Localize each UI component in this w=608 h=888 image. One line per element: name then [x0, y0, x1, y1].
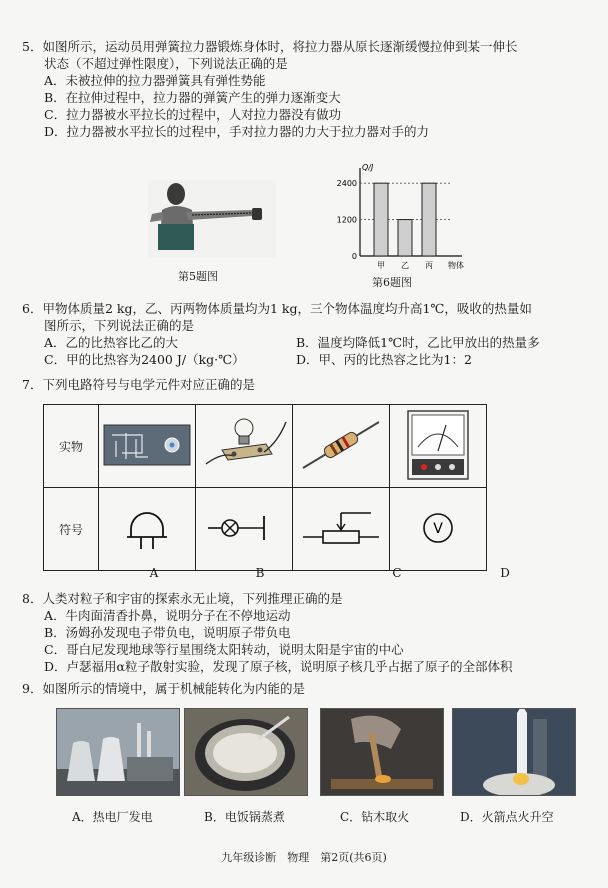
- chart-y-label: Q/J: [362, 163, 374, 172]
- q6-bar-chart: [330, 160, 470, 274]
- q9-stem: 9．如图所示的情境中，属于机械能转化为内能的是: [22, 681, 305, 696]
- chart-x-tick-label: 甲: [377, 261, 385, 270]
- q7-real-c: [293, 405, 390, 488]
- chart-x-tick-label: 丙: [425, 261, 433, 270]
- q6-options-row-1: [22, 334, 592, 351]
- q6-option-b: B．温度均降低1℃时，乙比甲放出的热量多: [296, 335, 540, 350]
- q7-circuit-table: [43, 404, 487, 571]
- q9-option-a: A．热电厂发电: [72, 810, 153, 824]
- q7-row-real-label: 实物: [44, 405, 99, 488]
- voltmeter-symbol-icon: [418, 508, 458, 548]
- q9-option-d: D．火箭点火升空: [460, 810, 554, 824]
- question-5: [22, 38, 592, 140]
- q7-letter-a: A: [149, 566, 159, 580]
- q6-option-c: C．甲的比热容为2400 J/（kg·℃）: [44, 352, 245, 367]
- question-8: [22, 590, 592, 675]
- q7-row-symbol: [44, 488, 487, 571]
- rice-cooker-photo: [184, 708, 308, 796]
- q5-option-d: D．拉力器被水平拉长的过程中，手对拉力器的力大于拉力器对手的力: [44, 124, 430, 139]
- q5-stem-cont: 状态（不超过弹性限度），下列说法正确的是: [44, 56, 288, 71]
- page-footer: 九年级诊断 物理 第2页(共6页): [221, 851, 387, 864]
- q6-option-d: D．甲、丙的比热容之比为1：2: [296, 352, 472, 367]
- q7-letter-c: C: [392, 566, 402, 580]
- bell-symbol-icon: [117, 503, 177, 553]
- q6-figure-caption: 第6题图: [372, 276, 412, 289]
- q7-real-d: [390, 405, 487, 488]
- q7-real-a: [99, 405, 196, 488]
- q7-row-symbol-label: 符号: [44, 488, 99, 571]
- q6-option-a: A．乙的比热容比乙的大: [44, 335, 179, 350]
- q5-figure-caption: 第5题图: [178, 270, 218, 283]
- q8-option-b: B．汤姆孙发现电子带负电，说明原子带负电: [44, 625, 291, 640]
- circuit-board-photo: [102, 423, 192, 467]
- lamp-holder-photo: [198, 412, 290, 478]
- rheostat-symbol-icon: [299, 505, 383, 551]
- q8-option-a: A．牛肉面清香扑鼻，说明分子在不停地运动: [44, 608, 291, 623]
- q7-symbol-d: [390, 488, 487, 571]
- chart-bar: [422, 183, 436, 256]
- chart-y-tick-label: 2400: [336, 179, 357, 189]
- q5-option-c: C．拉力器被水平拉长的过程中，人对拉力器没有做功: [44, 107, 342, 122]
- question-9: [22, 680, 592, 697]
- lamp-switch-symbol-icon: [204, 508, 284, 548]
- chart-y-tick-label: 0: [351, 252, 357, 261]
- chart-y-tick-label: 1200: [336, 215, 357, 225]
- q7-row-real: [44, 405, 487, 488]
- rocket-launch-photo: [452, 708, 576, 796]
- q7-real-b: [196, 405, 293, 488]
- q7-letter-b: B: [255, 566, 265, 580]
- q7-symbol-a: [99, 488, 196, 571]
- q9-option-c: C．钻木取火: [340, 810, 410, 824]
- q8-option-d: D．卢瑟福用α粒子散射实验，发现了原子核，说明原子核几乎占据了原子的全部体积: [44, 659, 513, 674]
- q7-stem: 7．下列电路符号与电学元件对应正确的是: [22, 377, 255, 392]
- chart-bar: [374, 183, 388, 256]
- chart-x-tick-label: 乙: [401, 261, 409, 270]
- chart-x-label: 物体: [448, 261, 464, 270]
- question-7: [22, 376, 592, 393]
- q7-symbol-c: [293, 488, 390, 571]
- q8-option-c: C．哥白尼发现地球等行星围绕太阳转动，说明太阳是宇宙的中心: [44, 642, 404, 657]
- q5-stem: 5．如图所示，运动员用弹簧拉力器锻炼身体时，将拉力器从原长逐渐缓慢拉伸到某一伸长: [22, 39, 518, 54]
- chart-bar: [398, 220, 412, 256]
- resistor-photo: [295, 412, 387, 478]
- q6-options-row-2: [22, 351, 592, 368]
- drill-fire-photo: [320, 708, 444, 796]
- q7-letter-d: D: [500, 566, 510, 580]
- q6-stem: 6．甲物体质量2 kg，乙、丙两物体质量均为1 kg，三个物体温度均升高1℃，吸收的热量如: [22, 301, 532, 316]
- question-6: [22, 300, 592, 368]
- voltmeter-symbol-letter: V: [433, 520, 443, 537]
- q9-option-b: B．电饭锅蒸煮: [204, 810, 285, 824]
- q8-stem: 8．人类对粒子和宇宙的探索永无止境，下列推理正确的是: [22, 591, 343, 606]
- q7-symbol-b: [196, 488, 293, 571]
- q5-option-b: B．在拉伸过程中，拉力器的弹簧产生的弹力逐渐变大: [44, 90, 341, 105]
- athlete-figure: [148, 180, 276, 258]
- voltmeter-photo: [398, 407, 478, 483]
- q6-stem-cont: 图所示，下列说法正确的是: [44, 318, 195, 333]
- q5-option-a: A．未被拉伸的拉力器弹簧具有弹性势能: [44, 73, 266, 88]
- power-plant-photo: [56, 708, 180, 796]
